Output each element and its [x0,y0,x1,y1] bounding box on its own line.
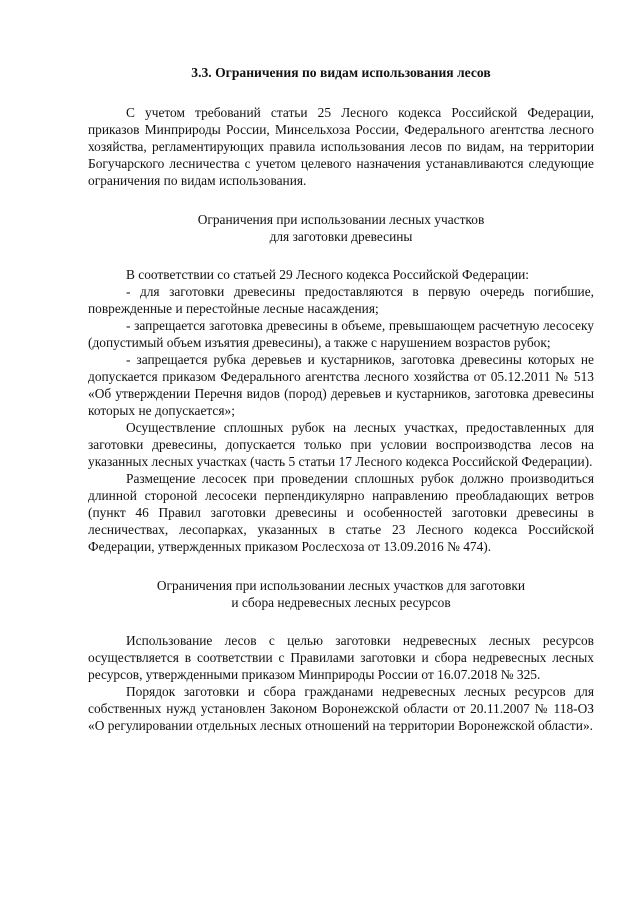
paragraph: В соответствии со статьей 29 Лесного кодекса Российской Федерации: [126,267,530,282]
paragraph: Порядок заготовки и сбора гражданами недревесных лесных ресурсов для собственных нужд установлен Законом Воронежской области от 20.11.2007 № 118-ОЗ «О регулировании отдельных лесных отношений на территории Воронежской области». [88,684,594,733]
list-item: - запрещается заготовка древесины в объеме, превышающем расчетную лесосеку (допустимый объем изъятия древесины), а также с нарушением возрастов рубок; [88,318,594,350]
subsection-heading-line: и сбора недревесных лесных ресурсов [231,595,451,610]
subsection-heading-line: Ограничения при использовании лесных участков [197,212,485,227]
paragraph: Осуществление сплошных рубок на лесных участках, предоставленных для заготовки древесины, допускается только при условии воспроизводства лесов на указанных лесных участках (часть 5 статьи 17 Лесного кодекса Российской Федерации). [88,420,594,469]
subsection-heading-timber [88,211,594,245]
list-item: - для заготовки древесины предоставляются в первую очередь погибшие, поврежденные и перестойные лесные насаждения; [88,284,594,316]
section-title: 3.3. Ограничения по видам использования лесов [191,65,491,80]
paragraph: Размещение лесосек при проведении сплошных рубок должно производиться длинной стороной лесосеки перпендикулярно направлению преобладающих ветров (пункт 46 Правил заготовки древесины и особенностей заготовки древесины в лесничествах, лесопарках, указанных в статье 23 Лесного кодекса Российской Федерации, утвержденных приказом Рослесхоза от 13.09.2016 № 474). [88,471,594,554]
subsection-heading-line: Ограничения при использовании лесных участков для заготовки [156,578,526,593]
subsection-heading-non-timber [88,577,594,611]
paragraph: Использование лесов с целью заготовки недревесных лесных ресурсов осуществляется в соответствии с Правилами заготовки и сбора недревесных лесных ресурсов, утвержденными приказом Минприроды России от 16.07.2018 № 325. [88,633,594,682]
subsection-heading-line: для заготовки древесины [269,229,413,244]
intro-paragraph: С учетом требований статьи 25 Лесного кодекса Российской Федерации, приказов Минприроды России, Минсельхоза России, Федерального агентства лесного хозяйства, регламентирующих правила использования лесов по видам, на территории Богучарского лесничества с учетом целевого назначения устанавливаются следующие ограничения по видам использования. [88,105,594,188]
list-item: - запрещается рубка деревьев и кустарников, заготовка древесины которых не допускается приказом Федерального агентства лесного хозяйства от 05.12.2011 № 513 «Об утверждении Перечня видов (пород) деревьев и кустарников, заготовка древесины которых не допускается»; [88,352,594,418]
document-content [88,64,594,734]
